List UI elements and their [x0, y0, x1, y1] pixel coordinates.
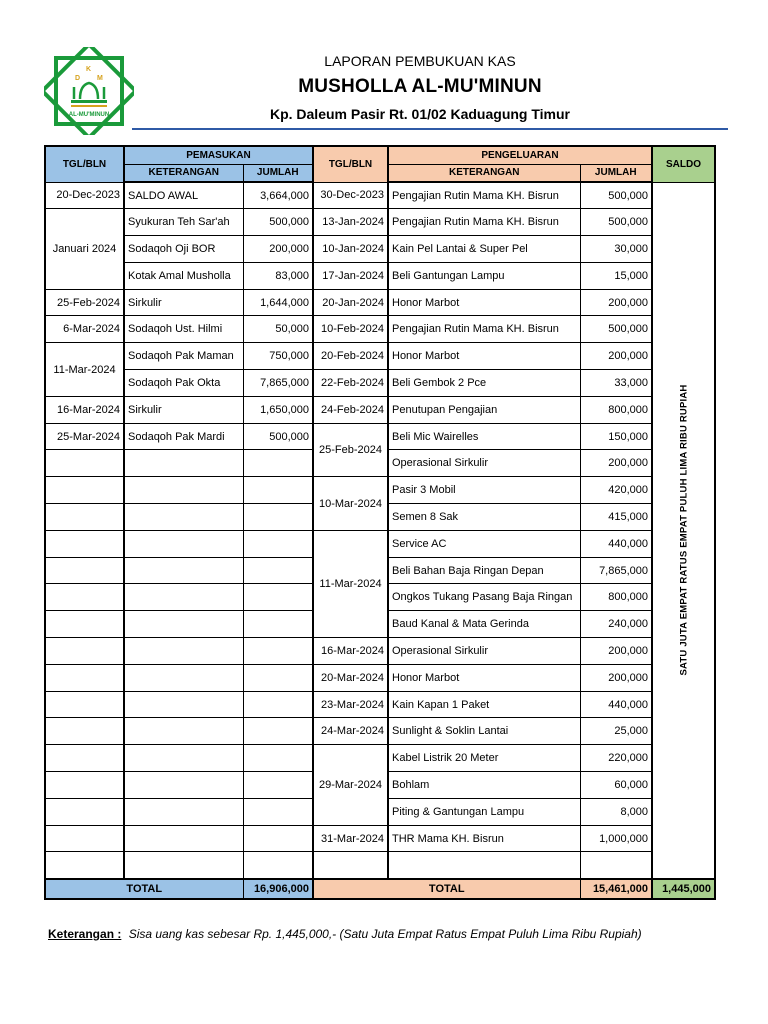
expense-description: Pengajian Rutin Mama KH. Bisrun	[388, 316, 580, 343]
income-date: 20-Dec-2023	[45, 182, 124, 209]
income-amount-empty	[243, 530, 313, 557]
expense-amount: 440,000	[580, 530, 652, 557]
expense-amount: 200,000	[580, 638, 652, 665]
income-amount: 1,644,000	[243, 289, 313, 316]
table-row	[45, 423, 715, 450]
income-amount-empty	[243, 798, 313, 825]
income-description: Syukuran Teh Sar'ah	[124, 209, 243, 236]
income-date-empty	[45, 504, 124, 531]
footnote	[48, 927, 642, 941]
expense-amount: 800,000	[580, 584, 652, 611]
header-pengeluaran: PENGELUARAN	[388, 146, 652, 164]
table-row	[45, 289, 715, 316]
header-divider	[132, 128, 728, 130]
income-amount-empty	[243, 557, 313, 584]
table-row	[45, 852, 715, 879]
income-date-empty	[45, 450, 124, 477]
income-description: Sirkulir	[124, 396, 243, 423]
income-date: 6-Mar-2024	[45, 316, 124, 343]
income-description-empty	[124, 798, 243, 825]
income-date-empty	[45, 772, 124, 799]
organization-name: MUSHOLLA AL-MU'MINUN	[298, 76, 542, 97]
expense-date: 25-Feb-2024	[313, 423, 388, 477]
table-row	[45, 638, 715, 665]
income-date: 25-Feb-2024	[45, 289, 124, 316]
table-row	[45, 182, 715, 209]
table-row	[45, 664, 715, 691]
income-amount-empty	[243, 450, 313, 477]
expense-date: 20-Feb-2024	[313, 343, 388, 370]
income-amount-empty	[243, 691, 313, 718]
income-amount-empty	[243, 772, 313, 799]
header-jumlah-income: JUMLAH	[243, 164, 313, 182]
income-amount: 1,650,000	[243, 396, 313, 423]
income-description-empty	[124, 477, 243, 504]
income-amount-empty	[243, 718, 313, 745]
expense-date: 16-Mar-2024	[313, 638, 388, 665]
header-tgl-expense: TGL/BLN	[313, 146, 388, 182]
income-description-empty	[124, 718, 243, 745]
expense-date: 30-Dec-2023	[313, 182, 388, 209]
expense-amount: 7,865,000	[580, 557, 652, 584]
table-row	[45, 745, 715, 772]
expense-amount: 220,000	[580, 745, 652, 772]
expense-amount: 200,000	[580, 343, 652, 370]
report-title: LAPORAN PEMBUKUAN KAS	[324, 53, 516, 69]
table-row	[45, 477, 715, 504]
logo-letter-d: D	[75, 75, 81, 82]
expense-amount-empty	[580, 852, 652, 879]
income-amount: 50,000	[243, 316, 313, 343]
total-saldo-value: 1,445,000	[652, 879, 715, 899]
table-row	[45, 530, 715, 557]
income-amount: 83,000	[243, 262, 313, 289]
expense-amount: 15,000	[580, 262, 652, 289]
income-amount-empty	[243, 638, 313, 665]
expense-description: Honor Marbot	[388, 289, 580, 316]
income-amount: 7,865,000	[243, 370, 313, 397]
total-income-label: TOTAL	[45, 879, 243, 899]
income-amount-empty	[243, 825, 313, 852]
expense-description: Bohlam	[388, 772, 580, 799]
income-amount: 200,000	[243, 236, 313, 263]
expense-date: 31-Mar-2024	[313, 825, 388, 852]
income-description: Sodaqoh Oji BOR	[124, 236, 243, 263]
expense-amount: 150,000	[580, 423, 652, 450]
expense-description: Honor Marbot	[388, 664, 580, 691]
expense-date: 11-Mar-2024	[313, 530, 388, 637]
expense-date: 10-Mar-2024	[313, 477, 388, 531]
expense-date: 22-Feb-2024	[313, 370, 388, 397]
income-amount-empty	[243, 664, 313, 691]
table-row	[45, 236, 715, 263]
expense-amount: 500,000	[580, 182, 652, 209]
expense-description: Penutupan Pengajian	[388, 396, 580, 423]
expense-description: Operasional Sirkulir	[388, 450, 580, 477]
income-amount: 3,664,000	[243, 182, 313, 209]
total-expense-label: TOTAL	[313, 879, 580, 899]
expense-description: Ongkos Tukang Pasang Baja Ringan	[388, 584, 580, 611]
expense-date: 29-Mar-2024	[313, 745, 388, 825]
logo-letter-k: K	[86, 66, 92, 73]
income-description-empty	[124, 691, 243, 718]
expense-description: Pasir 3 Mobil	[388, 477, 580, 504]
income-description-empty	[124, 557, 243, 584]
income-amount: 500,000	[243, 423, 313, 450]
income-date-empty	[45, 611, 124, 638]
expense-amount: 30,000	[580, 236, 652, 263]
expense-amount: 500,000	[580, 209, 652, 236]
footnote-text: Sisa uang kas sebesar Rp. 1,445,000,- (Satu Juta Empat Ratus Empat Puluh Lima Ribu Rupiah)	[128, 927, 642, 941]
expense-amount: 800,000	[580, 396, 652, 423]
table-row	[45, 262, 715, 289]
saldo-in-words: SATU JUTA EMPAT RATUS EMPAT PULUH LIMA RIBU RUPIAH	[678, 384, 689, 676]
income-date: 25-Mar-2024	[45, 423, 124, 450]
expense-amount: 8,000	[580, 798, 652, 825]
expense-amount: 200,000	[580, 450, 652, 477]
table-row	[45, 343, 715, 370]
table-row	[45, 718, 715, 745]
income-description-empty	[124, 450, 243, 477]
income-date-empty	[45, 745, 124, 772]
income-date-empty	[45, 584, 124, 611]
income-description-empty	[124, 638, 243, 665]
musholla-logo	[44, 47, 134, 135]
expense-amount: 420,000	[580, 477, 652, 504]
income-description-empty	[124, 852, 243, 879]
expense-amount: 500,000	[580, 316, 652, 343]
expense-description: Sunlight & Soklin Lantai	[388, 718, 580, 745]
total-income-value: 16,906,000	[243, 879, 313, 899]
income-description: Sirkulir	[124, 289, 243, 316]
header-tgl-income: TGL/BLN	[45, 146, 124, 182]
income-date: 11-Mar-2024	[45, 343, 124, 397]
expense-amount: 240,000	[580, 611, 652, 638]
saldo-cell	[652, 182, 715, 879]
income-amount-empty	[243, 504, 313, 531]
expense-amount: 200,000	[580, 664, 652, 691]
income-date-empty	[45, 557, 124, 584]
table-row	[45, 396, 715, 423]
expense-amount: 440,000	[580, 691, 652, 718]
expense-date: 10-Feb-2024	[313, 316, 388, 343]
income-date-empty	[45, 664, 124, 691]
expense-description: Beli Mic Wairelles	[388, 423, 580, 450]
income-amount-empty	[243, 584, 313, 611]
income-description-empty	[124, 772, 243, 799]
table-row	[45, 316, 715, 343]
expense-description: Honor Marbot	[388, 343, 580, 370]
expense-description: Baud Kanal & Mata Gerinda	[388, 611, 580, 638]
income-description-empty	[124, 530, 243, 557]
expense-description: Operasional Sirkulir	[388, 638, 580, 665]
income-description: Sodaqoh Pak Okta	[124, 370, 243, 397]
header-keterangan-income: KETERANGAN	[124, 164, 243, 182]
logo-name: AL-MU'MINUN	[68, 112, 110, 118]
income-description: Sodaqoh Ust. Hilmi	[124, 316, 243, 343]
income-description: Kotak Amal Musholla	[124, 262, 243, 289]
header-jumlah-expense: JUMLAH	[580, 164, 652, 182]
expense-amount: 60,000	[580, 772, 652, 799]
table-row	[45, 209, 715, 236]
income-description-empty	[124, 584, 243, 611]
expense-date-empty	[313, 852, 388, 879]
organization-address: Kp. Daleum Pasir Rt. 01/02 Kaduagung Timur	[269, 106, 571, 122]
expense-amount: 200,000	[580, 289, 652, 316]
table-row	[45, 691, 715, 718]
income-description-empty	[124, 504, 243, 531]
income-amount-empty	[243, 745, 313, 772]
expense-description: Kain Kapan 1 Paket	[388, 691, 580, 718]
expense-amount: 25,000	[580, 718, 652, 745]
income-description: SALDO AWAL	[124, 182, 243, 209]
expense-date: 24-Feb-2024	[313, 396, 388, 423]
income-date-empty	[45, 530, 124, 557]
income-description-empty	[124, 825, 243, 852]
expense-description: Pengajian Rutin Mama KH. Bisrun	[388, 209, 580, 236]
expense-description: Kain Pel Lantai & Super Pel	[388, 236, 580, 263]
ledger-body	[45, 182, 715, 879]
income-description-empty	[124, 664, 243, 691]
expense-date: 10-Jan-2024	[313, 236, 388, 263]
expense-date: 20-Mar-2024	[313, 664, 388, 691]
expense-description: Piting & Gantungan Lampu	[388, 798, 580, 825]
logo-letter-m: M	[97, 75, 103, 82]
income-description: Sodaqoh Pak Maman	[124, 343, 243, 370]
expense-description: THR Mama KH. Bisrun	[388, 825, 580, 852]
income-date-empty	[45, 852, 124, 879]
expense-date: 13-Jan-2024	[313, 209, 388, 236]
expense-description: Pengajian Rutin Mama KH. Bisrun	[388, 182, 580, 209]
income-description-empty	[124, 611, 243, 638]
cash-ledger-table	[44, 145, 716, 900]
header-pemasukan: PEMASUKAN	[124, 146, 313, 164]
income-date-empty	[45, 798, 124, 825]
income-amount-empty	[243, 852, 313, 879]
expense-description: Service AC	[388, 530, 580, 557]
income-amount-empty	[243, 477, 313, 504]
expense-date: 23-Mar-2024	[313, 691, 388, 718]
footnote-label: Keterangan :	[48, 927, 122, 941]
table-row	[45, 825, 715, 852]
expense-date: 24-Mar-2024	[313, 718, 388, 745]
header-keterangan-expense: KETERANGAN	[388, 164, 580, 182]
expense-description: Beli Gantungan Lampu	[388, 262, 580, 289]
income-amount: 500,000	[243, 209, 313, 236]
expense-description: Beli Bahan Baja Ringan Depan	[388, 557, 580, 584]
income-date-empty	[45, 825, 124, 852]
income-date-empty	[45, 691, 124, 718]
expense-amount: 415,000	[580, 504, 652, 531]
expense-date: 17-Jan-2024	[313, 262, 388, 289]
header-saldo: SALDO	[652, 146, 715, 182]
table-row	[45, 370, 715, 397]
income-description: Sodaqoh Pak Mardi	[124, 423, 243, 450]
income-amount: 750,000	[243, 343, 313, 370]
expense-date: 20-Jan-2024	[313, 289, 388, 316]
expense-amount: 1,000,000	[580, 825, 652, 852]
total-expense-value: 15,461,000	[580, 879, 652, 899]
income-date-empty	[45, 477, 124, 504]
expense-description-empty	[388, 852, 580, 879]
expense-description: Semen 8 Sak	[388, 504, 580, 531]
income-date: 16-Mar-2024	[45, 396, 124, 423]
expense-description: Beli Gembok 2 Pce	[388, 370, 580, 397]
expense-amount: 33,000	[580, 370, 652, 397]
expense-description: Kabel Listrik 20 Meter	[388, 745, 580, 772]
income-date-empty	[45, 638, 124, 665]
income-description-empty	[124, 745, 243, 772]
income-amount-empty	[243, 611, 313, 638]
income-date: Januari 2024	[45, 209, 124, 289]
income-date-empty	[45, 718, 124, 745]
